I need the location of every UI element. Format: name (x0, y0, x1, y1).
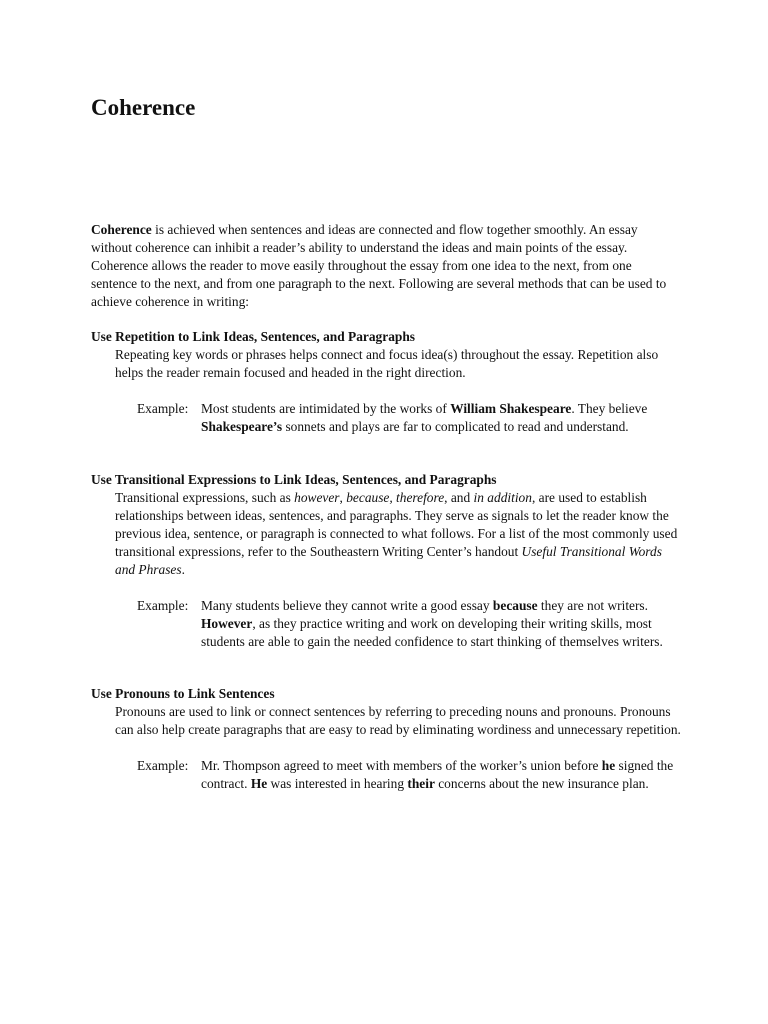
italic-handout-title: Useful Transitional Words and Phrases (115, 544, 662, 577)
example-block (137, 597, 683, 651)
example-bold-term: He (250, 776, 268, 791)
section-body: Repeating key words or phrases helps connect and focus idea(s) throughout the essay. Repetition also helps the reader remain focused and headed in the right direction. (115, 347, 659, 380)
example-bold-term: their (407, 776, 435, 791)
body-text-part: , are used to establish relationships between ideas, sentences, and paragraphs. They serve as signals to let the reader know the previous idea, sentence, or paragraph is connected to what follows. For a list of the most commonly used transitional expressions, refer to the Southeastern Writing Center’s handout (115, 490, 678, 559)
example-label: Example: (137, 758, 189, 773)
example-label: Example: (137, 598, 189, 613)
section-body: Pronouns are used to link or connect sentences by referring to preceding nouns and pronouns. Pronouns can also help create paragraphs that are easy to read by eliminating wordiness and unnecessary repetition. (115, 704, 681, 737)
body-text-part: Transitional expressions, such as (115, 490, 295, 505)
intro-text: is achieved when sentences and ideas are connected and flow together smoothly. An essay without coherence can inhibit a reader’s ability to understand the ideas and main points of the essay. Coherence allows the reader to move easily throughout the essay from one idea to the next, from one sentence to the next, and from one paragraph to the next. Following are several methods that can be used to achieve coherence in writing: (91, 222, 667, 309)
intro-paragraph (91, 221, 681, 311)
example-text-part: they are not writers. (537, 598, 648, 613)
example-bold-term: However (201, 616, 253, 631)
section-body (115, 489, 683, 579)
example-text-part: Many students believe they cannot write a good essay (201, 598, 493, 613)
example-text (201, 400, 683, 436)
example-bold-term: William Shakespeare (450, 401, 572, 416)
example-text-part: , as they practice writing and work on developing their writing skills, most students are able to gain the needed confidence to start thinking of themselves writers. (201, 616, 663, 649)
page-title: Coherence (91, 95, 196, 120)
example-text-part: Mr. Thompson agreed to meet with members of the worker’s union before (201, 758, 602, 773)
italic-term: however (294, 490, 340, 505)
example-text-part: was interested in hearing (267, 776, 408, 791)
body-text-part: , and (444, 490, 474, 505)
example-text-part: concerns about the new insurance plan. (434, 776, 649, 791)
example-text (201, 757, 683, 793)
section-repetition (91, 328, 683, 436)
example-bold-term: Shakespeare’s (201, 419, 283, 434)
example-label: Example: (137, 401, 189, 416)
body-text-part: , (339, 490, 347, 505)
section-heading: Use Transitional Expressions to Link Ideas, Sentences, and Paragraphs (91, 472, 497, 487)
example-text-part: . They believe (571, 401, 648, 416)
example-text-part: signed the contract. (201, 758, 674, 791)
section-pronouns (91, 685, 683, 793)
example-text-part: Most students are intimidated by the works of (201, 401, 451, 416)
section-heading: Use Repetition to Link Ideas, Sentences, and Paragraphs (91, 329, 415, 344)
example-text-part: sonnets and plays are far to complicated to read and understand. (282, 419, 629, 434)
italic-term: in addition (473, 490, 532, 505)
italic-term: because, therefore (346, 490, 445, 505)
section-transitional-expressions (91, 471, 683, 651)
example-bold-term: he (601, 758, 616, 773)
example-block (137, 400, 683, 436)
intro-bold-term: Coherence (91, 222, 152, 237)
section-heading: Use Pronouns to Link Sentences (91, 686, 275, 701)
example-block (137, 757, 683, 793)
example-text (201, 597, 683, 651)
body-text-part: . (181, 562, 185, 577)
example-bold-term: because (492, 598, 538, 613)
